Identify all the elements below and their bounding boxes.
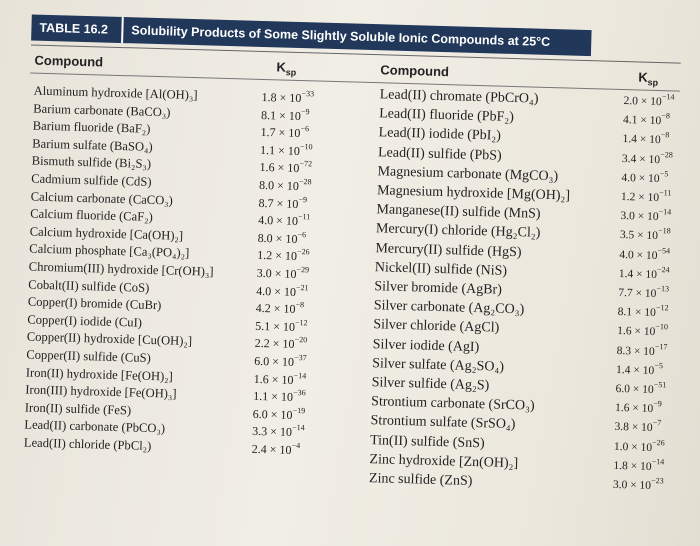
header-compound-left: Compound (34, 52, 104, 70)
header-ksp-right (638, 69, 658, 87)
compound-name: Magnesium hydroxide [Mg(OH)₂] (376, 183, 571, 204)
ksp-mantissa: 8.0 × 10 (257, 230, 298, 246)
ksp-mantissa: 1.2 × 10 (256, 248, 298, 264)
ksp-exponent: −37 (294, 352, 307, 363)
compound-name: Strontium sulfate (SrSO₄) (370, 413, 516, 433)
compound-name: Manganese(II) sulfide (MnS) (376, 202, 541, 222)
compound-name: Barium fluoride (BaF₂) (32, 118, 151, 137)
ksp-value (256, 265, 309, 283)
ksp-exponent: −36 (293, 388, 306, 398)
ksp-mantissa: 5.1 × 10 (255, 318, 296, 334)
ksp-mantissa: 1.4 × 10 (618, 267, 658, 281)
ksp-exponent: −26 (652, 437, 665, 447)
ksp-value (622, 151, 673, 169)
title-divider (121, 17, 124, 43)
ksp-mantissa: 1.6 × 10 (259, 160, 300, 176)
ksp-mantissa: 1.8 × 10 (261, 89, 302, 106)
ksp-mantissa: 1.8 × 10 (613, 459, 652, 473)
compound-name: Lead(II) sulfide (PbS) (377, 144, 502, 164)
compound-name: Tin(II) sulfide (SnS) (369, 432, 485, 451)
compound-name: Barium sulfate (BaSO₄) (32, 136, 153, 154)
compound-name: Calcium phosphate [Ca₃(PO₄)₂] (29, 241, 190, 261)
ksp-exponent: −12 (294, 317, 308, 328)
ksp-value (614, 419, 661, 437)
compound-name: Copper(II) hydroxide [Cu(OH)₂] (26, 329, 193, 349)
ksp-value (254, 353, 307, 371)
compound-name: Magnesium carbonate (MgCO₃) (377, 164, 559, 185)
ksp-mantissa: 1.2 × 10 (620, 191, 660, 205)
ksp-mantissa: 4.1 × 10 (622, 114, 662, 128)
ksp-exponent: −11 (659, 188, 672, 198)
compound-name: Calcium hydroxide [Ca(OH)₂] (29, 224, 184, 243)
compound-name: Copper(II) sulfide (CuS) (26, 347, 151, 365)
ksp-mantissa: 3.0 × 10 (256, 265, 297, 281)
ksp-value (618, 285, 669, 303)
ksp-exponent: −17 (654, 341, 668, 351)
compound-name: Zinc sulfide (ZnS) (368, 471, 473, 489)
ksp-exponent: −13 (656, 284, 670, 294)
ksp-mantissa: 7.7 × 10 (618, 286, 657, 301)
ksp-value (622, 131, 669, 149)
compound-name: Silver sulfide (Ag₂S) (371, 375, 490, 394)
compound-name: Lead(II) iodide (PbI₂) (378, 125, 502, 145)
ksp-exponent: −54 (657, 245, 671, 256)
ksp-exponent: −11 (297, 212, 311, 222)
compound-name: Silver carbonate (Ag₂CO₃) (373, 298, 525, 318)
ksp-mantissa: 4.0 × 10 (257, 213, 299, 229)
ksp-exponent: −28 (660, 149, 673, 160)
ksp-exponent: −19 (292, 405, 306, 416)
ksp-mantissa: 1.0 × 10 (613, 440, 653, 454)
ksp-value (613, 458, 664, 476)
ksp-mantissa: 4.0 × 10 (256, 283, 297, 299)
ksp-mantissa: 8.0 × 10 (258, 177, 300, 194)
compound-name: Lead(II) fluoride (PbF₂) (378, 106, 515, 126)
ksp-exponent: −51 (653, 380, 667, 390)
ksp-exponent: −7 (652, 418, 662, 428)
ksp-exponent: −10 (299, 141, 313, 152)
ksp-value (616, 343, 667, 361)
ksp-exponent: −20 (294, 335, 308, 345)
ksp-exponent: −26 (296, 247, 310, 257)
header-ksp-letter: K (638, 69, 648, 85)
ksp-mantissa: 8.1 × 10 (260, 107, 302, 123)
ksp-value (257, 230, 306, 248)
ksp-exponent: −21 (295, 282, 309, 292)
header-ksp-sub: sp (285, 67, 297, 78)
ksp-mantissa: 3.3 × 10 (252, 424, 293, 440)
ksp-mantissa: 1.1 × 10 (253, 389, 294, 405)
ksp-value (259, 159, 312, 177)
ksp-value (615, 400, 662, 418)
ksp-value (252, 423, 305, 441)
ksp-value (259, 177, 312, 195)
ksp-mantissa: 4.0 × 10 (621, 171, 660, 185)
ksp-exponent: −8 (295, 300, 305, 310)
ksp-exponent: −29 (296, 264, 310, 275)
ksp-mantissa: 1.4 × 10 (615, 363, 655, 377)
ksp-exponent: −14 (292, 423, 305, 433)
compound-name: Strontium carbonate (SrCO₃) (370, 394, 535, 414)
ksp-mantissa: 1.7 × 10 (260, 125, 301, 141)
ksp-value (623, 112, 670, 130)
ksp-mantissa: 2.4 × 10 (251, 441, 292, 457)
ksp-exponent: −72 (299, 159, 313, 169)
compound-name: Lead(II) carbonate (PbCO₃) (24, 417, 166, 436)
ksp-exponent: −5 (654, 360, 664, 371)
compound-name: Barium carbonate (BaCO₃) (33, 101, 171, 119)
ksp-exponent: −6 (300, 124, 310, 134)
ksp-mantissa: 6.0 × 10 (254, 353, 295, 369)
ksp-exponent: −4 (291, 440, 301, 451)
ksp-mantissa: 4.0 × 10 (619, 248, 658, 262)
compound-name: Aluminum hydroxide [Al(OH)₃] (33, 83, 198, 103)
ksp-exponent: −14 (658, 207, 672, 217)
ksp-mantissa: 3.0 × 10 (612, 478, 652, 492)
ksp-exponent: −33 (301, 89, 315, 99)
compound-name: Cobalt(II) sulfide (CoS) (28, 277, 150, 295)
ksp-exponent: −14 (661, 92, 675, 102)
ksp-value (621, 170, 668, 188)
ksp-mantissa: 8.7 × 10 (258, 195, 299, 211)
ksp-exponent: −14 (651, 456, 665, 467)
ksp-value (258, 195, 307, 213)
ksp-mantissa: 4.2 × 10 (255, 301, 296, 317)
compound-name: Silver bromide (AgBr) (374, 279, 503, 298)
ksp-value (613, 477, 664, 495)
compound-name: Iron(II) hydroxide [Fe(OH)₂] (25, 365, 174, 384)
ksp-mantissa: 1.6 × 10 (253, 371, 294, 387)
ksp-value (255, 300, 304, 318)
header-compound-right: Compound (380, 62, 450, 80)
ksp-mantissa: 3.4 × 10 (621, 152, 661, 166)
header-ksp-sub: sp (647, 77, 659, 88)
ksp-value (621, 189, 672, 207)
ksp-mantissa: 6.0 × 10 (252, 406, 293, 422)
ksp-value (615, 381, 666, 399)
ksp-value (619, 247, 670, 265)
ksp-mantissa: 3.0 × 10 (620, 210, 659, 224)
ksp-value (260, 124, 309, 142)
compound-name: Zinc hydroxide [Zn(OH)₂] (369, 451, 519, 472)
compound-name: Chromium(III) hydroxide [Cr(OH)₃] (28, 259, 214, 279)
ksp-value (619, 266, 670, 284)
compound-name: Copper(I) iodide (CuI) (27, 312, 143, 330)
ksp-exponent: −8 (661, 111, 671, 121)
ksp-mantissa: 1.1 × 10 (259, 142, 301, 158)
compound-name: Bismuth sulfide (Bi₂S₃) (31, 153, 152, 172)
compound-name: Calcium fluoride (CaF₂) (30, 206, 154, 225)
ksp-mantissa: 1.6 × 10 (614, 402, 654, 416)
ksp-exponent: −6 (297, 229, 307, 240)
ksp-value (620, 208, 671, 226)
ksp-value (253, 370, 306, 388)
ksp-value (261, 107, 310, 125)
header-ksp-letter: K (276, 59, 287, 75)
compound-name: Silver sulfate (Ag₂SO₄) (372, 355, 505, 375)
compound-name: Cadmium sulfide (CdS) (31, 171, 152, 189)
compound-name: Calcium carbonate (CaCO₃) (30, 189, 174, 208)
compound-name: Iron(II) sulfide (FeS) (24, 400, 132, 418)
ksp-exponent: −12 (655, 303, 669, 313)
ksp-mantissa: 2.2 × 10 (254, 336, 295, 352)
ksp-exponent: −9 (653, 399, 662, 409)
compound-name: Silver iodide (AgI) (372, 336, 480, 355)
ksp-value (617, 323, 668, 341)
ksp-mantissa: 1.6 × 10 (617, 325, 656, 339)
ksp-mantissa: 6.0 × 10 (615, 382, 654, 397)
ksp-exponent: −23 (651, 475, 664, 486)
ksp-value (623, 93, 674, 111)
ksp-exponent: −5 (659, 168, 669, 179)
ksp-value (617, 304, 668, 322)
ksp-exponent: −28 (298, 177, 312, 187)
ksp-mantissa: 8.1 × 10 (617, 306, 657, 320)
ksp-exponent: −10 (655, 322, 669, 332)
ksp-value (614, 439, 665, 457)
ksp-value (257, 247, 310, 265)
table-number: TABLE 16.2 (39, 20, 109, 37)
ksp-mantissa: 2.0 × 10 (623, 95, 662, 109)
table-title-bar (31, 15, 592, 57)
compound-name: Mercury(I) chloride (Hg₂Cl₂) (375, 221, 541, 242)
ksp-mantissa: 3.8 × 10 (614, 421, 653, 435)
ksp-value (252, 441, 301, 459)
ksp-value (261, 89, 314, 107)
ksp-mantissa: 1.4 × 10 (622, 133, 661, 147)
compound-name: Nickel(II) sulfide (NiS) (374, 259, 508, 279)
header-ksp-left (276, 59, 296, 77)
ksp-value (256, 282, 309, 300)
compound-name: Mercury(II) sulfide (HgS) (375, 240, 522, 260)
compound-name: Lead(II) chloride (PbCl₂) (23, 435, 152, 454)
compound-name: Silver chloride (AgCl) (373, 317, 500, 337)
solubility-table (0, 8, 700, 546)
ksp-value (620, 227, 671, 245)
ksp-mantissa: 8.3 × 10 (616, 344, 655, 358)
compound-name: Copper(I) bromide (CuBr) (27, 294, 162, 313)
compound-name: Lead(II) chromate (PbCrO₄) (379, 87, 539, 107)
ksp-exponent: −9 (300, 106, 310, 116)
ksp-value (254, 335, 307, 353)
ksp-value (255, 318, 308, 336)
ksp-mantissa: 3.5 × 10 (619, 229, 659, 243)
ksp-exponent: −24 (656, 264, 670, 275)
ksp-exponent: −9 (298, 194, 308, 204)
table-title: Solubility Products of Some Slightly Soluble Ionic Compounds at 25°C (131, 23, 551, 49)
ksp-value (258, 212, 310, 230)
ksp-value (260, 142, 313, 160)
ksp-value (616, 362, 663, 380)
ksp-value (253, 388, 306, 406)
ksp-value (253, 406, 306, 424)
ksp-exponent: −8 (660, 130, 670, 140)
ksp-exponent: −14 (293, 370, 307, 380)
ksp-exponent: −18 (658, 226, 671, 236)
compound-name: Iron(III) hydroxide [Fe(OH)₃] (25, 382, 177, 401)
